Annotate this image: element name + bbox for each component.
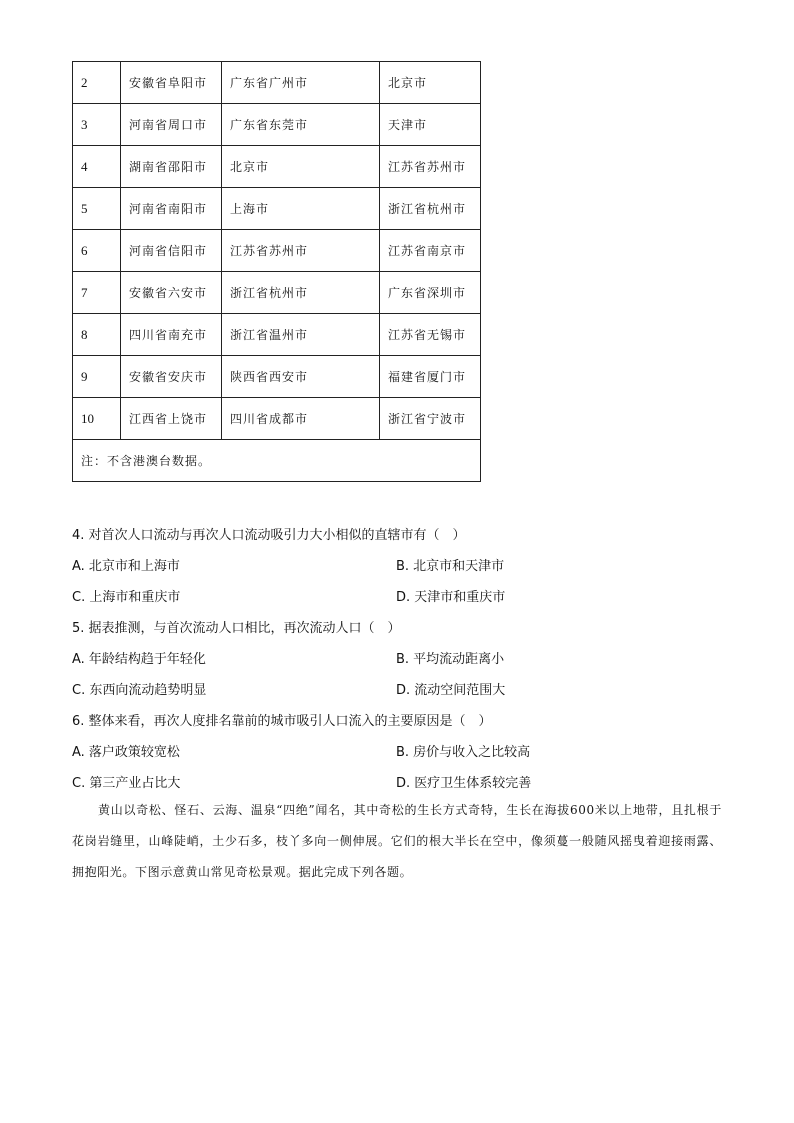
first-destination-cell: 上海市 [222, 188, 380, 230]
table-row [73, 314, 481, 356]
first-destination-cell: 北京市 [222, 146, 380, 188]
second-destination-cell: 江苏省苏州市 [380, 146, 481, 188]
first-destination-cell: 浙江省杭州市 [222, 272, 380, 314]
second-destination-cell: 北京市 [380, 62, 481, 104]
second-destination-cell: 江苏省无锡市 [380, 314, 481, 356]
second-destination-cell: 江苏省南京市 [380, 230, 481, 272]
first-destination-cell: 陕西省西安市 [222, 356, 380, 398]
table-row [73, 398, 481, 440]
question-5-stem: 5. 据表推测，与首次流动人口相比，再次流动人口（ ） [72, 621, 401, 636]
origin-cell: 河南省周口市 [121, 104, 222, 146]
second-destination-cell: 福建省厦门市 [380, 356, 481, 398]
passage-paragraph: 黄山以奇松、怪石、云海、温泉“四绝”闻名，其中奇松的生长方式奇特，生长在海拔600米以上地带，且扎根于花岗岩缝里，山峰陡峭，土少石多，枝丫多向一侧伸展。它们的根大半长在空中，像须蔓一般随风摇曳着迎接雨露、拥抱阳光。下图示意黄山常见奇松景观。据此完成下列各题。 [72, 803, 722, 879]
question-6-option-a: A. 落户政策较宽松 [72, 745, 180, 760]
first-destination-cell: 浙江省温州市 [222, 314, 380, 356]
question-5-option-a: A. 年龄结构趋于年轻化 [72, 652, 206, 667]
first-destination-cell: 四川省成都市 [222, 398, 380, 440]
question-4-option-a: A. 北京市和上海市 [72, 559, 180, 574]
question-6-stem: 6. 整体来看，再次人度排名靠前的城市吸引人口流入的主要原因是（ ） [72, 714, 492, 729]
second-destination-cell: 浙江省宁波市 [380, 398, 481, 440]
question-6-option-d: D. 医疗卫生体系较完善 [396, 776, 532, 791]
question-5-option-b: B. 平均流动距离小 [396, 652, 505, 667]
table-row [73, 146, 481, 188]
table-row [73, 104, 481, 146]
question-4-stem: 4. 对首次人口流动与再次人口流动吸引力大小相似的直辖市有（ ） [72, 528, 466, 543]
rank-cell: 8 [73, 314, 121, 356]
question-5-option-d: D. 流动空间范围大 [396, 683, 506, 698]
rank-cell: 10 [73, 398, 121, 440]
origin-cell: 安徽省安庆市 [121, 356, 222, 398]
rank-cell: 5 [73, 188, 121, 230]
first-destination-cell: 广东省东莞市 [222, 104, 380, 146]
table-note: 注：不含港澳台数据。 [73, 440, 481, 482]
rank-cell: 3 [73, 104, 121, 146]
rank-cell: 7 [73, 272, 121, 314]
table-row [73, 356, 481, 398]
question-4-option-c: C. 上海市和重庆市 [72, 590, 181, 605]
question-4-option-d: D. 天津市和重庆市 [396, 590, 506, 605]
question-5-option-c: C. 东西向流动趋势明显 [72, 683, 207, 698]
rank-cell: 6 [73, 230, 121, 272]
rank-cell: 2 [73, 62, 121, 104]
origin-cell: 江西省上饶市 [121, 398, 222, 440]
table-body [73, 62, 481, 482]
table-row [73, 188, 481, 230]
origin-cell: 安徽省六安市 [121, 272, 222, 314]
origin-cell: 四川省南充市 [121, 314, 222, 356]
table-note-row [73, 440, 481, 482]
table-row [73, 62, 481, 104]
second-destination-cell: 天津市 [380, 104, 481, 146]
question-6-option-b: B. 房价与收入之比较高 [396, 745, 531, 760]
rank-cell: 9 [73, 356, 121, 398]
question-4-option-b: B. 北京市和天津市 [396, 559, 505, 574]
question-6-option-c: C. 第三产业占比大 [72, 776, 181, 791]
table-row [73, 272, 481, 314]
origin-cell: 安徽省阜阳市 [121, 62, 222, 104]
origin-cell: 湖南省邵阳市 [121, 146, 222, 188]
rank-cell: 4 [73, 146, 121, 188]
table-row [73, 230, 481, 272]
second-destination-cell: 广东省深圳市 [380, 272, 481, 314]
first-destination-cell: 江苏省苏州市 [222, 230, 380, 272]
origin-cell: 河南省南阳市 [121, 188, 222, 230]
second-destination-cell: 浙江省杭州市 [380, 188, 481, 230]
data-table [72, 61, 481, 482]
first-destination-cell: 广东省广州市 [222, 62, 380, 104]
origin-cell: 河南省信阳市 [121, 230, 222, 272]
